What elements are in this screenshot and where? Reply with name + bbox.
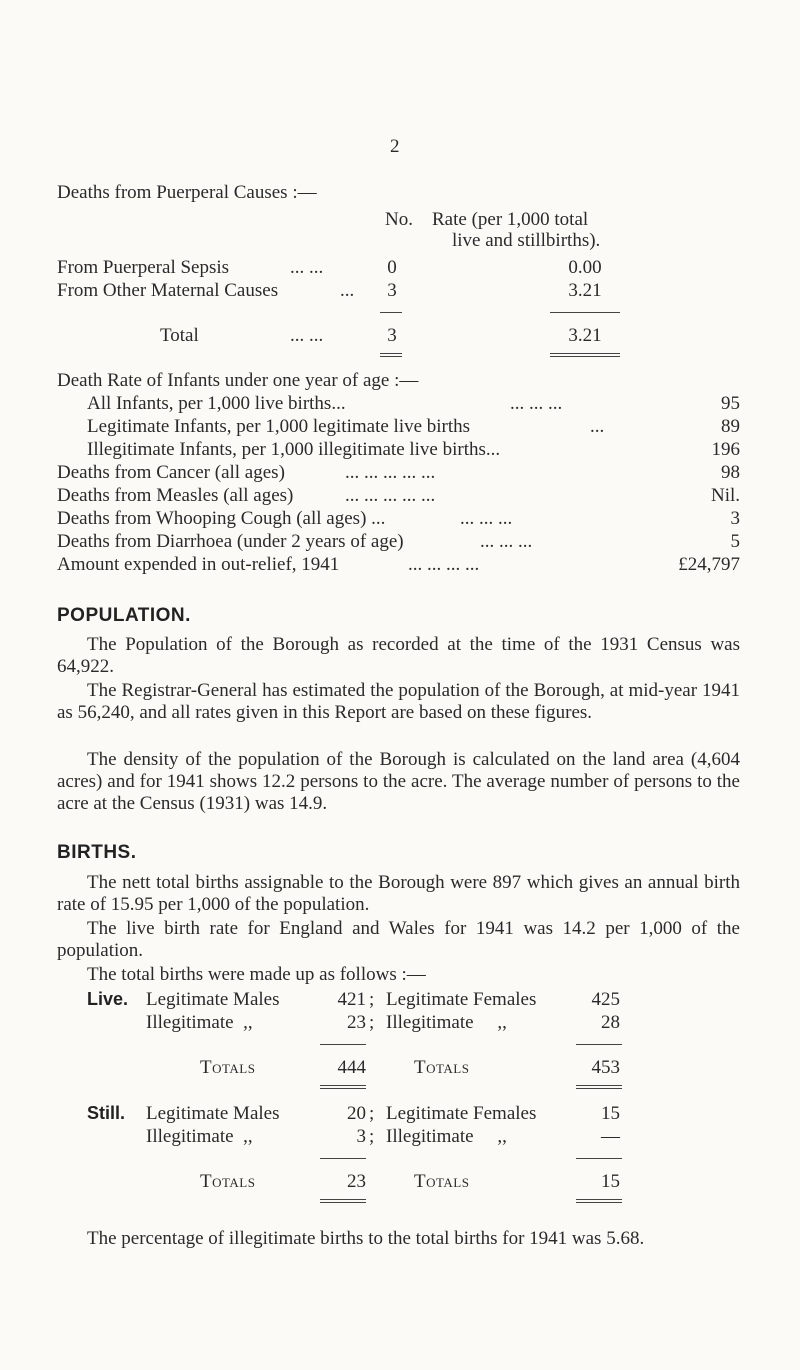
births-paragraph: The total births were made up as follows :— <box>87 964 426 985</box>
stat-leader: ... ... ... <box>480 531 533 552</box>
no-subtotal-rule <box>380 312 402 313</box>
stat-value: £24,797 <box>678 554 740 575</box>
live-right-rule <box>576 1044 622 1045</box>
stat-label: Legitimate Infants, per 1,000 legitimate live births <box>87 416 471 437</box>
still-left-rule <box>320 1158 366 1159</box>
births-paragraph: The nett total births assignable to the Borough were 897 which gives an annual birth rate of 15.95 per 1,000 of the population. <box>57 872 740 915</box>
left-label: Legitimate Males <box>146 989 280 1010</box>
still-right-double-rule <box>576 1199 622 1203</box>
separator: ; <box>369 989 375 1010</box>
live-left-totals-label: Totals <box>200 1057 256 1078</box>
row-rate: 3.21 <box>568 280 602 301</box>
right-value: 28 <box>601 1012 620 1033</box>
live-label: Live. <box>87 989 129 1009</box>
closing-paragraph: The percentage of illegitimate births to the total births for 1941 was 5.68. <box>87 1228 645 1249</box>
stat-value: 98 <box>721 462 740 483</box>
left-value: 421 <box>337 989 366 1010</box>
total-label: Total <box>160 325 199 346</box>
stat-leader: ... ... ... ... ... <box>345 462 436 483</box>
stat-value: Nil. <box>710 485 740 506</box>
left-label: Illegitimate ,, <box>146 1126 253 1147</box>
stat-label: Deaths from Measles (all ages) <box>57 485 294 506</box>
page-number: 2 <box>390 136 400 157</box>
still-left-total: 23 <box>347 1171 366 1192</box>
live-right-total: 453 <box>591 1057 620 1078</box>
left-value: 20 <box>347 1103 366 1124</box>
no-total-double-rule <box>380 353 402 357</box>
still-right-total: 15 <box>601 1171 620 1192</box>
stat-label: All Infants, per 1,000 live births... <box>87 393 346 414</box>
live-left-total: 444 <box>337 1057 366 1078</box>
separator: ; <box>369 1126 375 1147</box>
stat-leader: ... ... ... ... <box>408 554 480 575</box>
row-label: From Puerperal Sepsis <box>57 257 230 278</box>
infant-heading: Death Rate of Infants under one year of age :— <box>57 370 419 391</box>
left-label: Legitimate Males <box>146 1103 280 1124</box>
still-right-totals-label: Totals <box>414 1171 470 1192</box>
live-left-rule <box>320 1044 366 1045</box>
left-label: Illegitimate ,, <box>146 1012 253 1033</box>
stat-label: Deaths from Diarrhoea (under 2 years of age) <box>57 531 404 552</box>
right-value: 15 <box>601 1103 620 1124</box>
right-value: — <box>601 1126 620 1147</box>
population-heading: POPULATION. <box>57 605 191 626</box>
separator: ; <box>369 1012 375 1033</box>
puerperal-heading: Deaths from Puerperal Causes :— <box>57 182 317 203</box>
stat-value: 95 <box>721 393 740 414</box>
stat-value: 5 <box>730 531 740 552</box>
stat-label: Amount expended in out-relief, 1941 <box>57 554 340 575</box>
stat-label: Deaths from Cancer (all ages) <box>57 462 285 483</box>
rate-subtotal-rule <box>550 312 620 313</box>
left-value: 3 <box>356 1126 366 1147</box>
still-left-totals-label: Totals <box>200 1171 256 1192</box>
row-leader: ... ... <box>290 257 324 278</box>
row-no: 0 <box>387 257 397 278</box>
still-left-double-rule <box>320 1199 366 1203</box>
live-right-totals-label: Totals <box>414 1057 470 1078</box>
stat-leader: ... <box>590 416 605 437</box>
stat-value: 89 <box>721 416 740 437</box>
stat-leader: ... ... ... ... ... <box>345 485 436 506</box>
right-value: 425 <box>591 989 620 1010</box>
births-heading: BIRTHS. <box>57 842 137 863</box>
total-no: 3 <box>387 325 397 346</box>
stat-value: 3 <box>730 508 740 529</box>
live-left-double-rule <box>320 1085 366 1089</box>
live-right-double-rule <box>576 1085 622 1089</box>
stat-label: Illegitimate Infants, per 1,000 illegitimate live births... <box>87 439 501 460</box>
population-paragraph: The Registrar-General has estimated the population of the Borough, at mid-year 1941 as 56,240, and all rates given in this Report are based on these figures. <box>57 680 740 723</box>
total-rate: 3.21 <box>568 325 602 346</box>
stat-leader: ... ... ... <box>460 508 513 529</box>
col-rate-header-2: live and stillbirths). <box>452 230 601 251</box>
stat-label: Deaths from Whooping Cough (all ages) ... <box>57 508 386 529</box>
stat-value: 196 <box>711 439 740 460</box>
total-leader: ... ... <box>290 325 324 346</box>
row-label: From Other Maternal Causes <box>57 280 279 301</box>
births-paragraph: The live birth rate for England and Wales for 1941 was 14.2 per 1,000 of the population. <box>57 918 740 961</box>
col-no-header: No. <box>385 209 413 230</box>
right-label: Illegitimate ,, <box>386 1126 507 1147</box>
rate-total-double-rule <box>550 353 620 357</box>
row-rate: 0.00 <box>568 257 602 278</box>
right-label: Legitimate Females <box>386 989 537 1010</box>
population-paragraph: The density of the population of the Borough is calculated on the land area (4,604 acres) and for 1941 shows 12.2 persons to the acre. The average number of persons to the acre at the Census (1931) was 14.9. <box>57 749 740 814</box>
left-value: 23 <box>347 1012 366 1033</box>
col-rate-header-1: Rate (per 1,000 total <box>432 209 589 230</box>
stat-leader: ... ... ... <box>510 393 563 414</box>
row-no: 3 <box>387 280 397 301</box>
separator: ; <box>369 1103 375 1124</box>
still-right-rule <box>576 1158 622 1159</box>
still-label: Still. <box>87 1103 126 1123</box>
population-paragraph: The Population of the Borough as recorded at the time of the 1931 Census was 64,922. <box>57 634 740 677</box>
row-leader: ... <box>340 280 355 301</box>
right-label: Legitimate Females <box>386 1103 537 1124</box>
right-label: Illegitimate ,, <box>386 1012 507 1033</box>
